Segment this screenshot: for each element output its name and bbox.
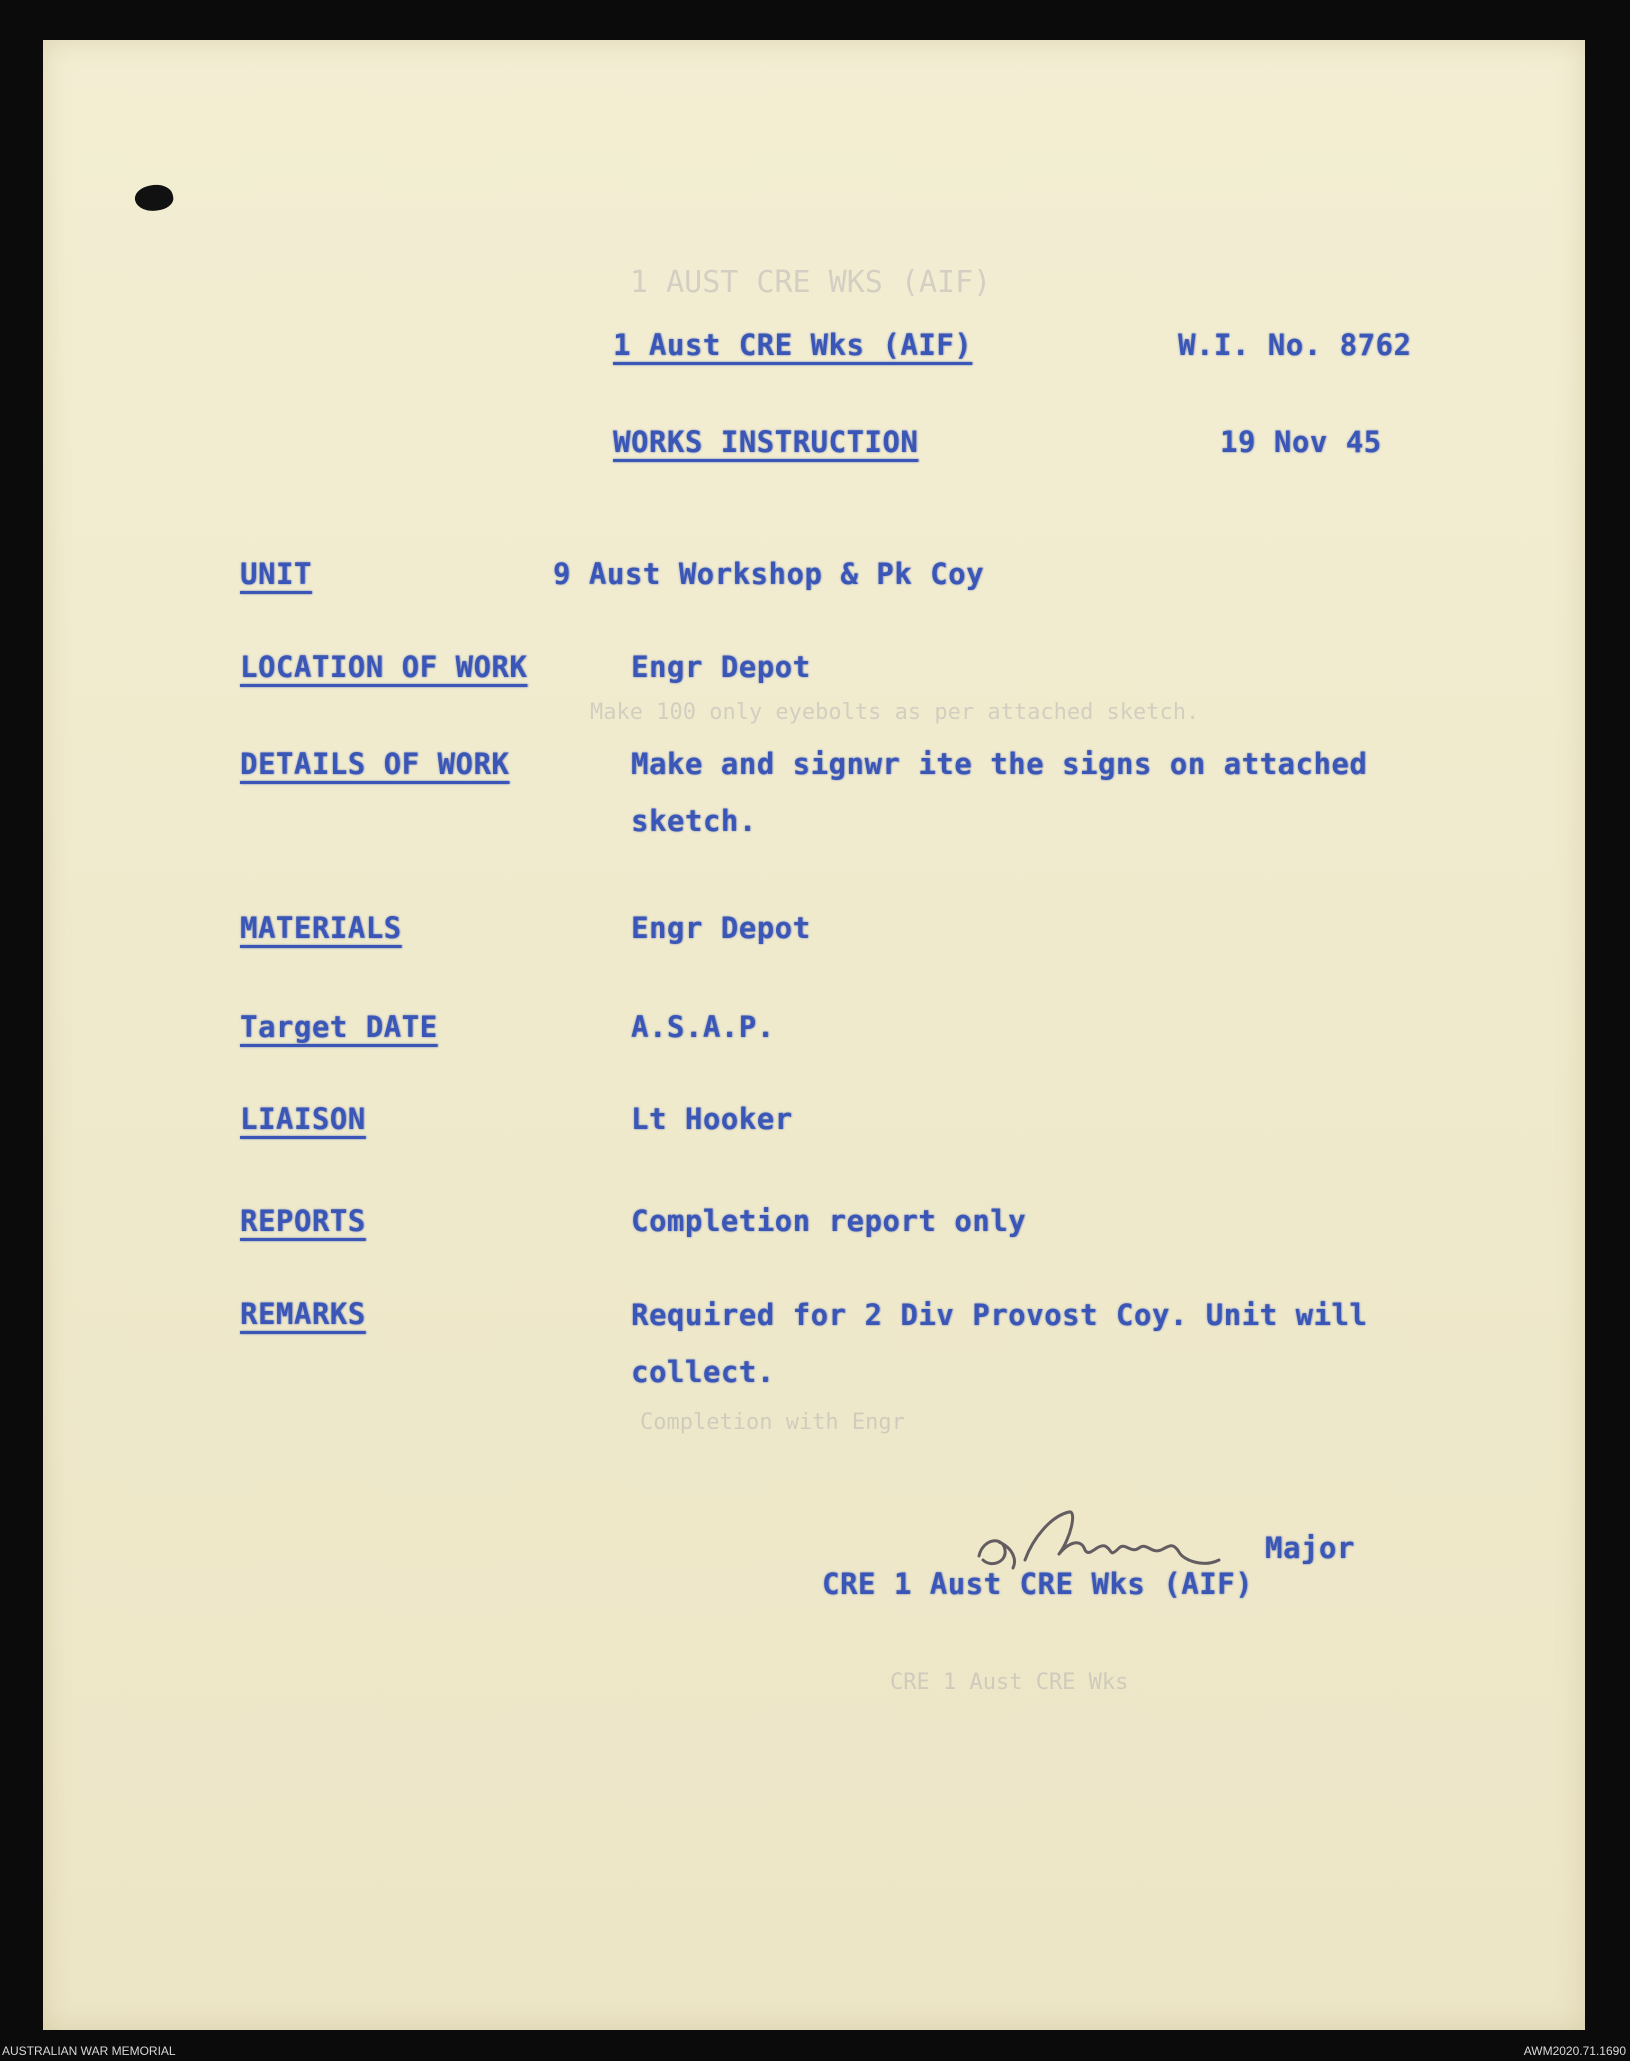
show-through-text: Make 100 only eyebolts as per attached sketch. [590,700,1200,725]
document-title: WORKS INSTRUCTION [613,425,919,459]
footer-accession-number: AWM2020.71.1690 [1523,2044,1626,2058]
show-through-text: CRE 1 Aust CRE Wks [890,1670,1129,1695]
target-date-label: Target DATE [240,1010,438,1044]
target-date-value: A.S.A.P. [631,1010,775,1044]
signatory-rank: Major [1265,1531,1355,1565]
details-value: Make and signwr ite the signs on attached sketch. [631,747,1368,838]
liaison-value: Lt Hooker [631,1102,793,1136]
wi-number: W.I. No. 8762 [1178,328,1412,362]
show-through-text: 1 AUST CRE WKS (AIF) [630,265,992,300]
footer-institution: AUSTRALIAN WAR MEMORIAL [2,2044,176,2058]
unit-label: UNIT [240,557,312,591]
materials-label: MATERIALS [240,911,402,945]
unit-title: 1 Aust CRE Wks (AIF) [613,328,973,362]
reports-label: REPORTS [240,1204,366,1238]
unit-value: 9 Aust Workshop & Pk Coy [553,557,985,591]
location-value: Engr Depot [631,650,811,684]
signatory-appointment: CRE 1 Aust CRE Wks (AIF) [822,1567,1254,1601]
materials-value: Engr Depot [631,911,811,945]
liaison-label: LIAISON [240,1102,366,1136]
location-label: LOCATION OF WORK [240,650,528,684]
reports-value: Completion report only [631,1204,1027,1238]
handwritten-signature [973,1498,1253,1578]
remarks-label: REMARKS [240,1297,366,1331]
document-date: 19 Nov 45 [1220,425,1382,459]
show-through-text: Completion with Engr [640,1410,905,1435]
details-label: DETAILS OF WORK [240,747,510,781]
remarks-value: Required for 2 Div Provost Coy. Unit will collect. [631,1298,1368,1389]
